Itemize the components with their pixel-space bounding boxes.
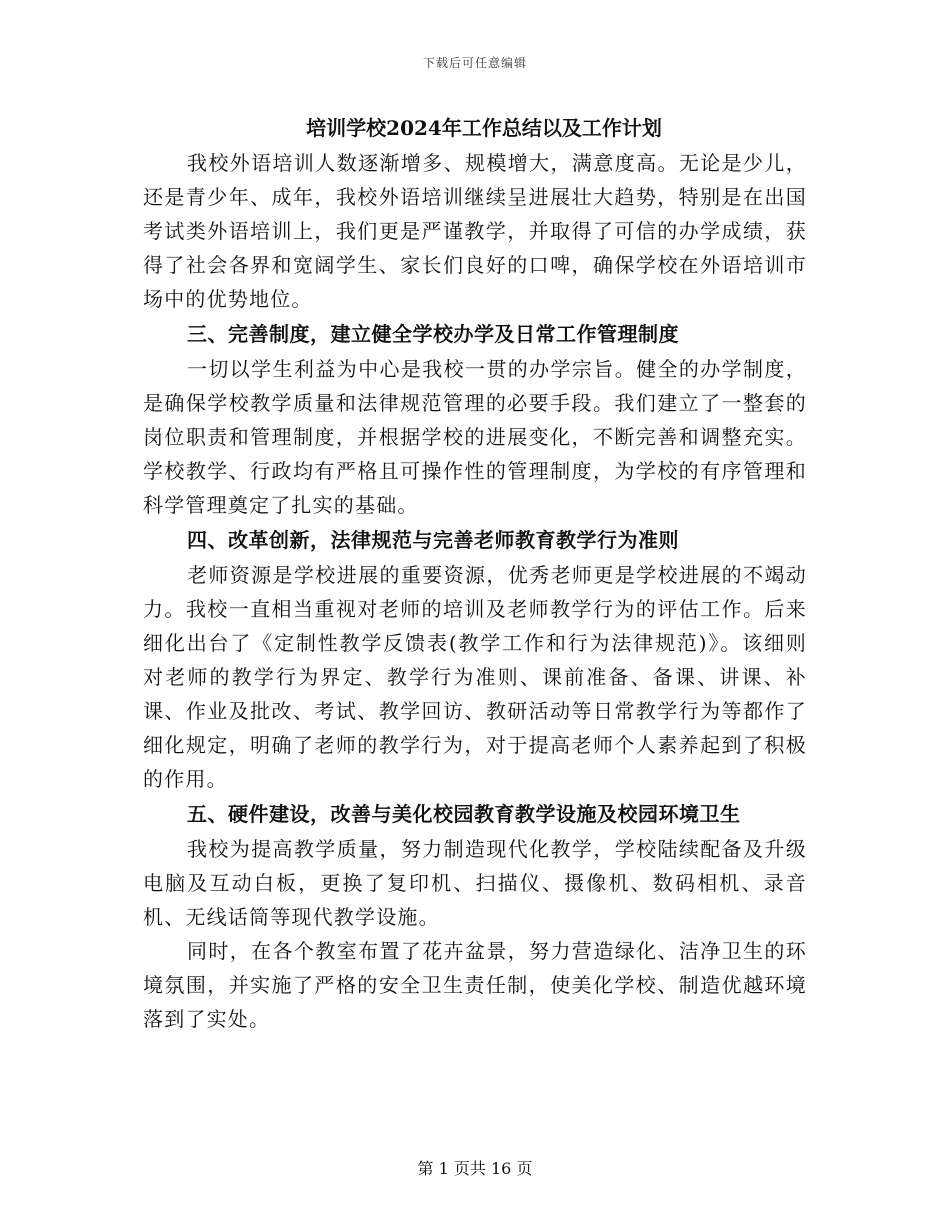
section-heading-5: 五、硬件建设，改善与美化校园教育教学设施及校园环境卫生	[187, 802, 741, 826]
section-5-paragraph-1: 我校为提高教学质量，努力制造现代化教学，学校陆续配备及升级电脑及互动白板，更换了复印机、扫描仪、摄像机、数码相机、录音机、无线话筒等现代教学设施。	[143, 837, 807, 929]
section-5-paragraph-2: 同时，在各个教室布置了花卉盆景，努力营造绿化、洁净卫生的环境氛围，并实施了严格的安全卫生责任制，使美化学校、制造优越环境落到了实处。	[143, 939, 807, 1031]
intro-paragraph: 我校外语培训人数逐渐增多、规模增大，满意度高。无论是少儿，还是青少年、成年，我校外语培训继续呈进展壮大趋势，特别是在出国考试类外语培训上，我们更是严谨教学，并取得了可信的办学成绩，获得了社会各界和宽阔学生、家长们良好的口啤，确保学校在外语培训市场中的优势地位。	[143, 151, 807, 311]
page-header-note: 下载后可任意编辑	[422, 56, 527, 70]
document-body	[143, 110, 807, 1036]
section-4-paragraph: 老师资源是学校进展的重要资源，优秀老师更是学校进展的不竭动力。我校一直相当重视对老师的培训及老师教学行为的评估工作。后来细化出台了《定制性教学反馈表(教学工作和行为法律规范)》。该细则对老师的教学行为界定、教学行为准则、课前准备、备课、讲课、补课、作业及批改、考试、教学回访、教研活动等日常教学行为等都作了细化规定，明确了老师的教学行为，对于提高老师个人素养起到了积极的作用。	[143, 563, 807, 791]
document-title: 培训学校2024年工作总结以及工作计划	[306, 116, 662, 140]
section-3-paragraph: 一切以学生利益为中心是我校一贯的办学宗旨。健全的办学制度，是确保学校教学质量和法律规范管理的必要手段。我们建立了一整套的岗位职责和管理制度，并根据学校的进展变化，不断完善和调整充实。学校教学、行政均有严格且可操作性的管理制度，为学校的有序管理和科学管理奠定了扎实的基础。	[143, 357, 807, 517]
section-heading-4: 四、改革创新，法律规范与完善老师教育教学行为准则	[187, 528, 679, 552]
page-number-footer: 第 1 页共 16 页	[417, 1159, 533, 1178]
section-heading-3: 三、完善制度，建立健全学校办学及日常工作管理制度	[187, 322, 679, 346]
